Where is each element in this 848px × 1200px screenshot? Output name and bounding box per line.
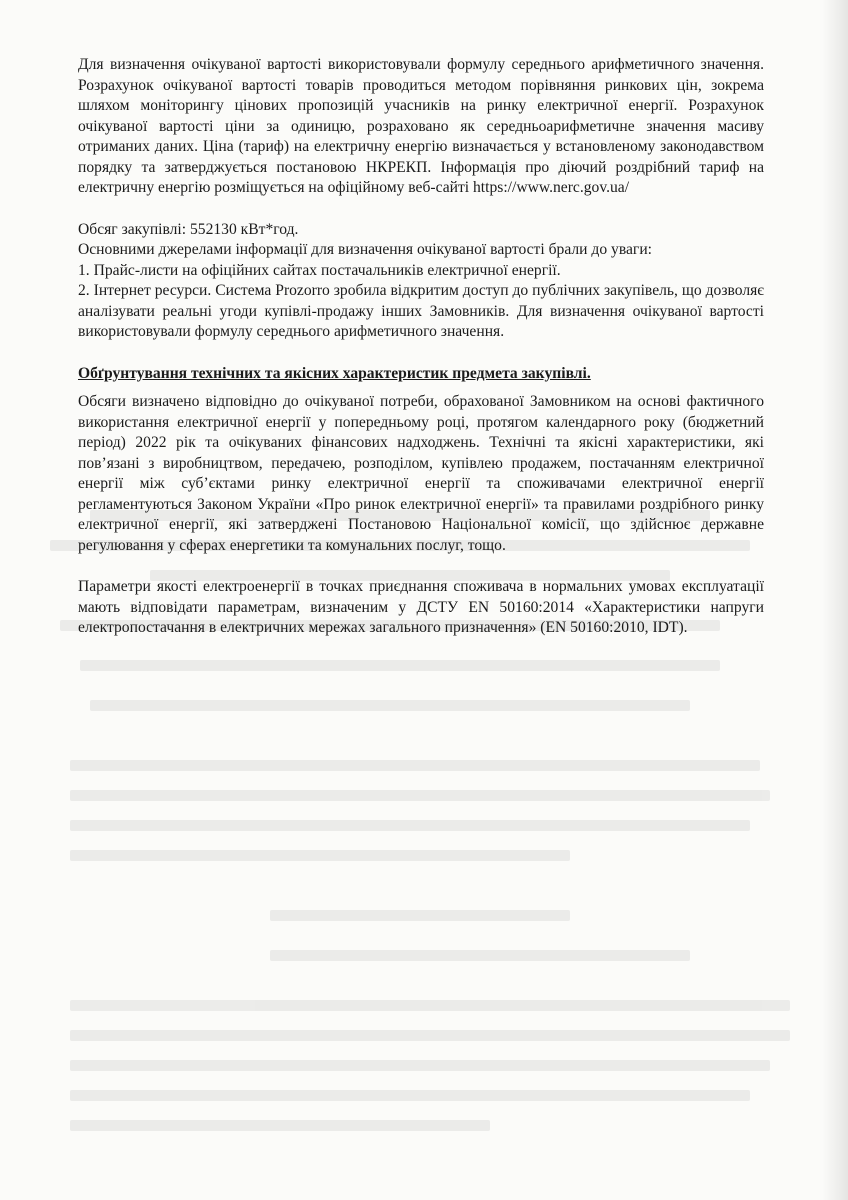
scan-edge-shadow [822, 0, 848, 1200]
paragraph-technical-characteristics: Обсяги визначено відповідно до очікуваної потреби, обрахованої Замовником на основі фактичного використання електричної енергії у попередньому році, протягом календарного року (бюджетний період) 2022 рік та очікуваних фінансових надходжень. Технічні та якісні характеристики, які пов’язані з виробництвом, передачею, розподілом, купівлею продажем, постачанням електричної енергії між суб’єктами ринку електричної енергії та споживачами електричної енергії регламентуються Законом України «Про ринок електричної енергії» та правилами роздрібного ринку електричної енергії, які затверджені Постановою Національної комісії, що здійснює державне регулювання у сферах енергетики та комунальних послуг, тощо. [78, 393, 764, 554]
section-heading: Обґрунтування технічних та якісних характеристик предмета закупівлі. [78, 364, 591, 382]
document-body [78, 55, 764, 639]
paragraph-expected-cost-method: Для визначення очікуваної вартості використовували формулу середнього арифметичного значення. Розрахунок очікуваної вартості товарів проводиться методом порівняння ринкових цін, зокрема шляхом моніторингу цінових пропозицій учасників на ринку електричної енергії. Розрахунок очікуваної вартості ціни за одиницю, розраховано як середньоарифметичне значення масиву отриманих даних. Ціна (тариф) на електричну енергію визначається у встановленому законодавством порядку та затверджується постановою НКРЕКП. Інформація про діючий роздрібний тариф на електричну енергію розміщується на офіційному веб-сайті https://www.nerc.gov.ua/ [78, 56, 764, 196]
source-item-2: 2. Інтернет ресурси. Система Prozorro зробила відкритим доступ до публічних закупівель, що дозволяє аналізувати реальні угоди купівлі-продажу інших Замовників. Для визначення очікуваної вартості використовували формулу середнього арифметичного значення. [78, 282, 764, 340]
paragraph-quality-parameters: Параметри якості електроенергії в точках приєднання споживача в нормальних умовах експлуатації мають відповідати параметрам, визначеним у ДСТУ EN 50160:2014 «Характеристики напруги електропостачання в електричних мережах загального призначення» (EN 50160:2010, IDT). [78, 578, 764, 636]
sources-intro: Основними джерелами інформації для визначення очікуваної вартості брали до уваги: [78, 241, 652, 258]
source-item-1: 1. Прайс-листи на офіційних сайтах постачальників електричної енергії. [78, 261, 561, 279]
procurement-volume: Обсяг закупівлі: 552130 кВт*год. [78, 220, 299, 238]
